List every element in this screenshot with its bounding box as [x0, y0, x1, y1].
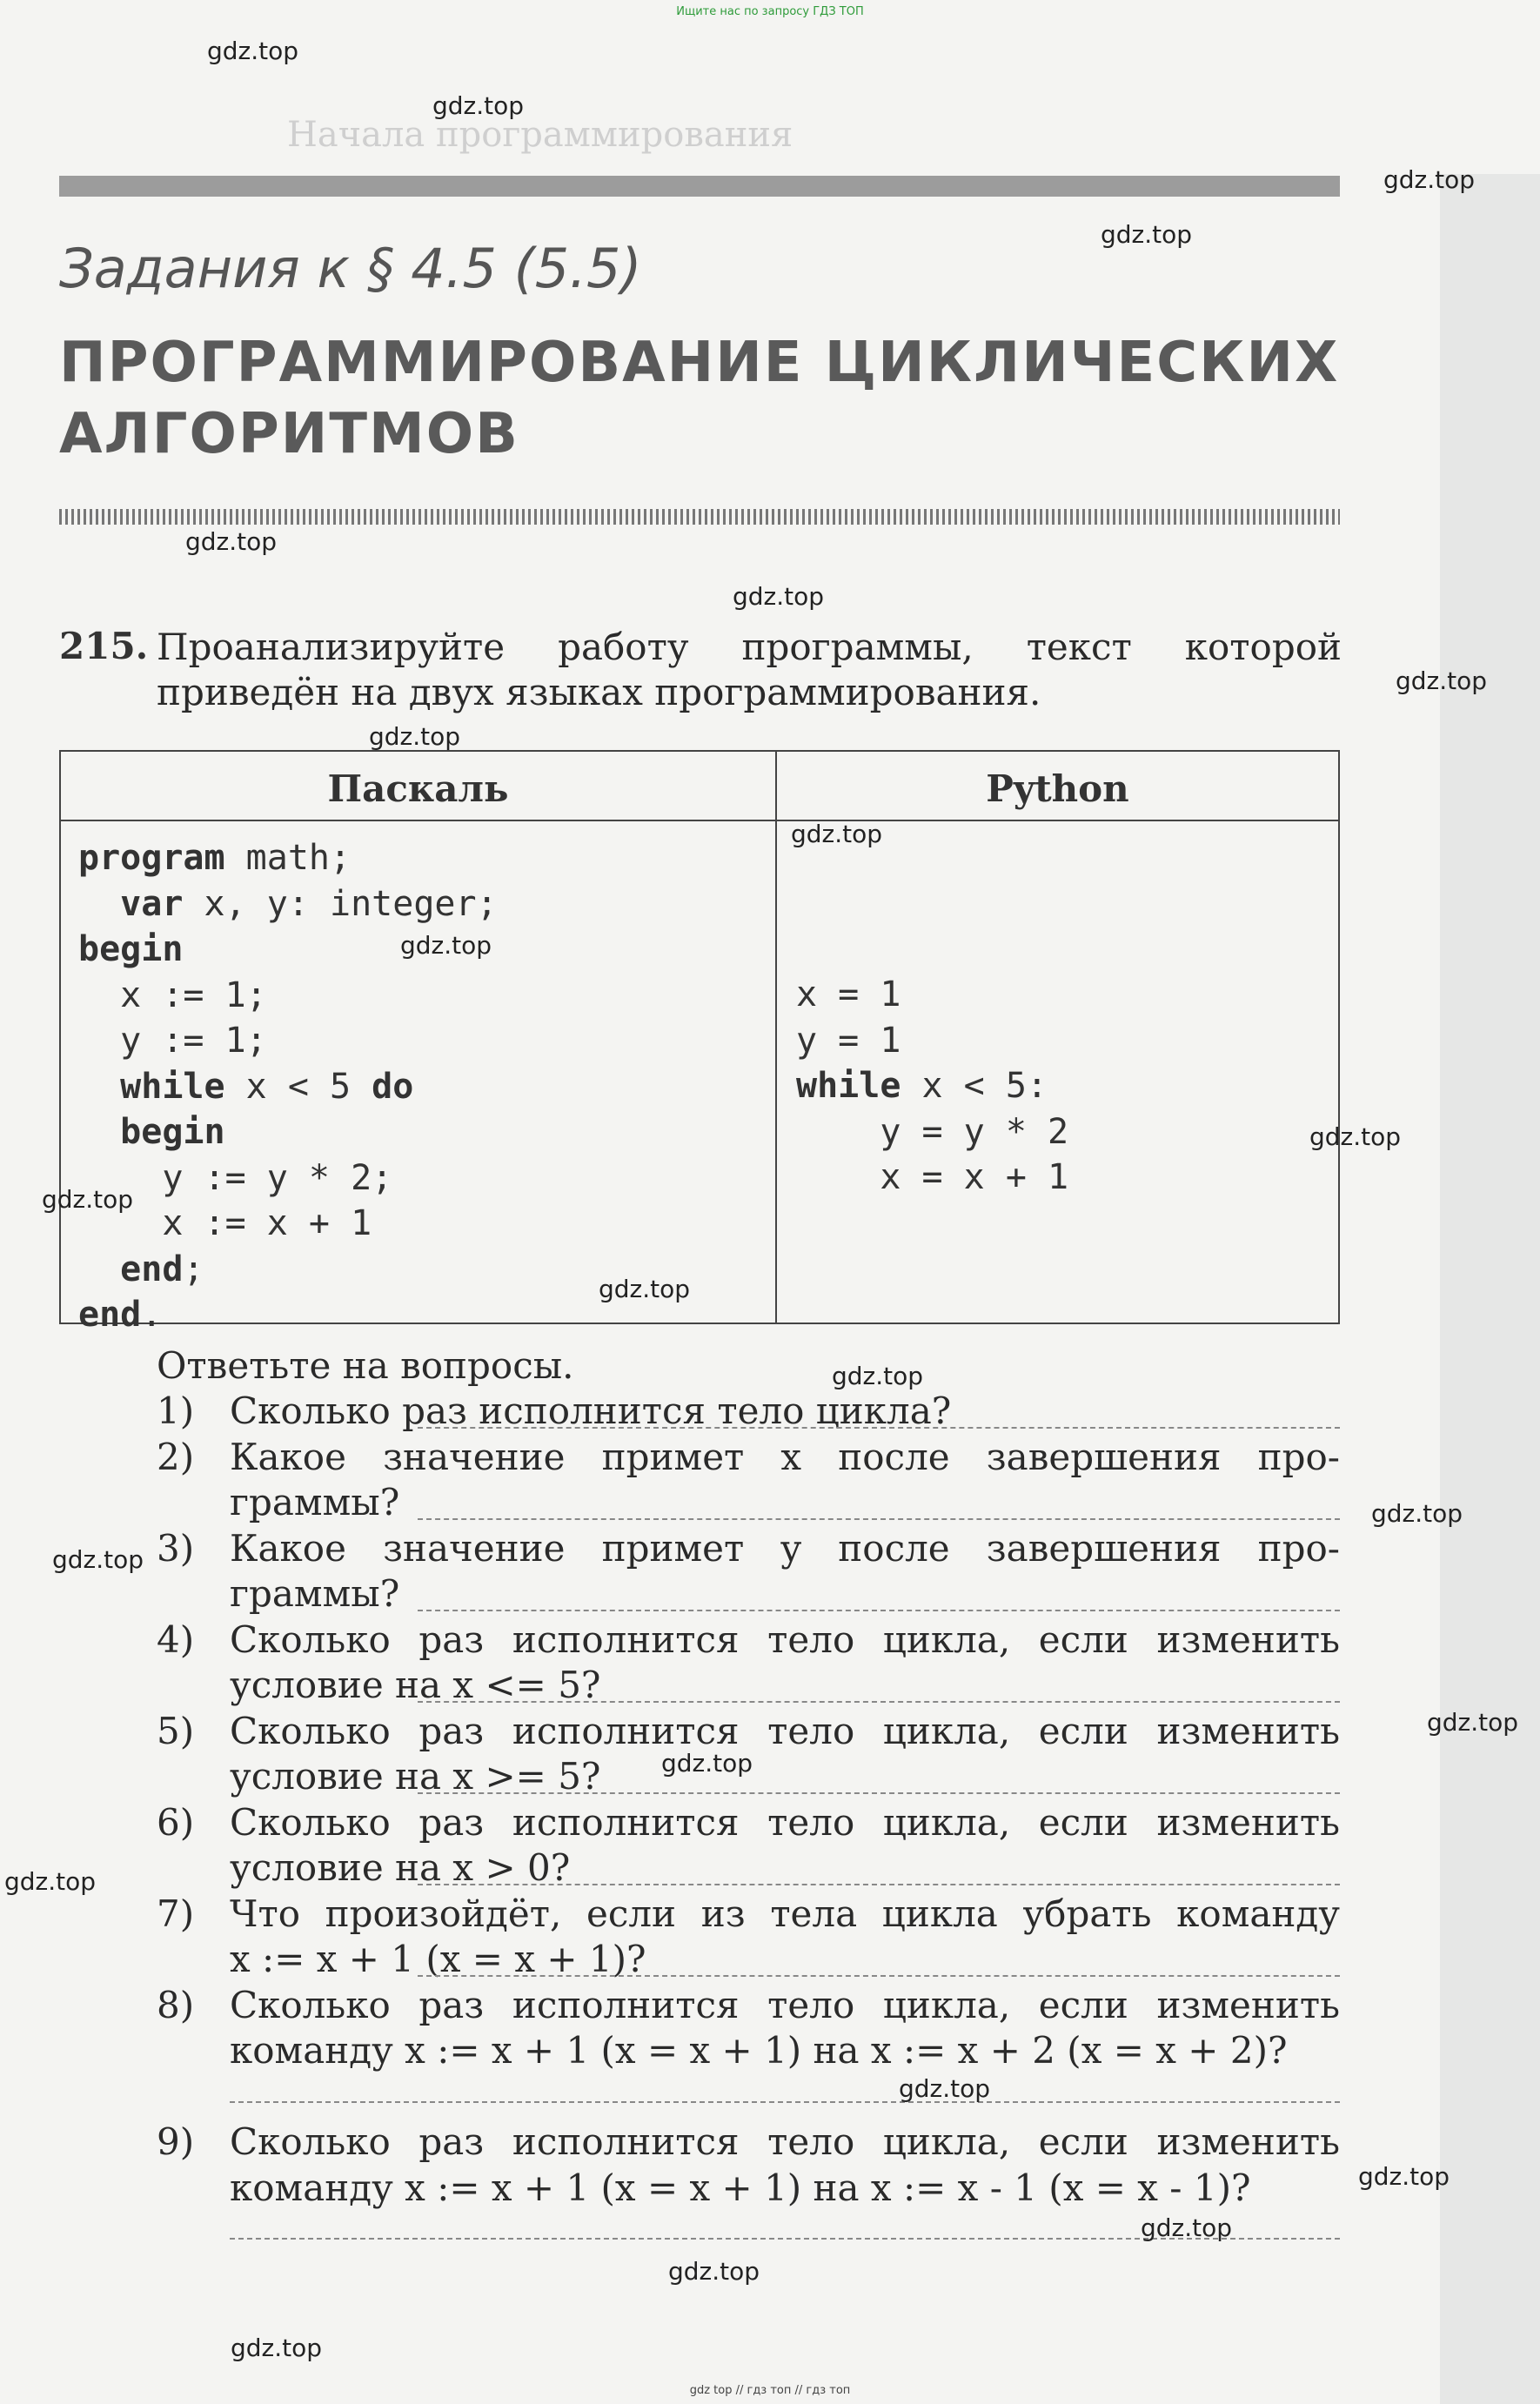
watermark-label: gdz.top	[1371, 1499, 1463, 1528]
watermark-label: gdz.top	[207, 37, 299, 65]
question-number: 5)	[157, 1709, 195, 1752]
pascal-header: Паскаль	[327, 767, 509, 810]
python-line: x = x + 1	[796, 1157, 1069, 1197]
answer-line[interactable]	[230, 2101, 1340, 2103]
watermark-label: gdz.top	[791, 820, 883, 848]
pascal-line: program math;	[78, 838, 352, 878]
watermark-label: gdz.top	[1358, 2162, 1450, 2191]
bleed-through-text: Начала программирования	[287, 115, 793, 155]
question-text: Сколько раз исполнится тело цикла, если изменить	[230, 1709, 1340, 1752]
question-number: 7)	[157, 1892, 195, 1935]
watermark-label: gdz.top	[1101, 220, 1193, 249]
watermark-label: gdz.top	[832, 1362, 924, 1390]
question-text-cont: команду x := x + 1 (x = x + 1) на x := x - 1 (x = x - 1)?	[230, 2166, 1251, 2209]
watermark-label: gdz.top	[42, 1185, 134, 1214]
watermark-label: gdz.top	[231, 2334, 323, 2362]
watermark-label: gdz.top	[4, 1867, 97, 1896]
watermark-label: gdz.top	[599, 1275, 691, 1303]
watermark-label: gdz.top	[1141, 2213, 1233, 2242]
section-subtitle: Задания к § 4.5 (5.5)	[59, 237, 642, 300]
task-number: 215.	[59, 625, 149, 667]
question-number: 4)	[157, 1617, 195, 1661]
watermark-label: gdz.top	[369, 722, 461, 751]
pascal-line: end.	[78, 1295, 163, 1335]
answer-line[interactable]	[418, 1884, 1340, 1885]
page-edge-shadow	[1440, 174, 1540, 2404]
question-text: Сколько раз исполнится тело цикла, если изменить	[230, 1800, 1340, 1844]
watermark-label: gdz.top	[899, 2074, 991, 2103]
table-header-rule	[61, 820, 1338, 821]
question-number: 1)	[157, 1389, 195, 1432]
question-number: 6)	[157, 1800, 195, 1844]
question-number: 2)	[157, 1435, 195, 1478]
answer-line[interactable]	[418, 1701, 1340, 1703]
pascal-line: y := y * 2;	[78, 1157, 393, 1198]
question-number: 3)	[157, 1526, 195, 1570]
hatched-divider	[59, 509, 1340, 525]
python-header: Python	[986, 767, 1129, 810]
watermark-label: gdz.top	[185, 527, 278, 556]
question-text-cont: условие на x > 0?	[230, 1846, 571, 1889]
python-line: y = y * 2	[796, 1111, 1069, 1152]
question-text-cont: команду x := x + 1 (x = x + 1) на x := x + 2 (x = x + 2)?	[230, 2029, 1288, 2072]
header-bar	[59, 176, 1340, 197]
question-text: Сколько раз исполнится тело цикла, если изменить	[230, 1983, 1340, 2026]
question-number: 8)	[157, 1983, 195, 2026]
question-text: Сколько раз исполнится тело цикла?	[230, 1389, 952, 1432]
python-code	[796, 972, 1068, 1201]
question-text-cont: граммы?	[230, 1572, 400, 1615]
question-text: Что произойдёт, если из тела цикла убрать команду	[230, 1892, 1340, 1935]
pascal-line: begin	[120, 1112, 225, 1152]
table-divider	[775, 752, 777, 1323]
watermark-label: gdz.top	[1427, 1708, 1519, 1737]
questions-intro: Ответьте на вопросы.	[157, 1344, 574, 1387]
bottom-footer-note: gdz top // гдз топ // гдз топ	[689, 2384, 851, 2397]
question-number: 9)	[157, 2120, 195, 2163]
question-text: Какое значение примет y после завершения про-	[230, 1526, 1340, 1570]
pascal-line: x := x + 1	[78, 1203, 372, 1243]
question-text-cont: граммы?	[230, 1481, 400, 1523]
question-text-cont: условие на x <= 5?	[230, 1664, 601, 1706]
answer-line[interactable]	[418, 1427, 1340, 1429]
pascal-line: begin	[78, 929, 184, 969]
python-line: x = 1	[796, 974, 901, 1015]
watermark-label: gdz.top	[661, 1749, 753, 1778]
question-text: Сколько раз исполнится тело цикла, если изменить	[230, 1617, 1340, 1661]
watermark-label: gdz.top	[668, 2257, 760, 2286]
question-text-cont: условие на x >= 5?	[230, 1755, 601, 1798]
watermark-label: gdz.top	[1383, 165, 1476, 194]
section-title-line2: АЛГОРИТМОВ	[59, 402, 519, 466]
answer-line[interactable]	[418, 1518, 1340, 1520]
answer-line[interactable]	[418, 1610, 1340, 1611]
watermark-label: gdz.top	[733, 582, 825, 611]
top-banner-note: Ищите нас по запросу ГДЗ ТОП	[676, 5, 864, 18]
pascal-line: x := 1;	[78, 974, 267, 1015]
pascal-line: var x, y: integer;	[120, 883, 498, 924]
section-title-line1: ПРОГРАММИРОВАНИЕ ЦИКЛИЧЕСКИХ	[59, 331, 1340, 395]
watermark-label: gdz.top	[1396, 666, 1488, 695]
question-text-cont: x := x + 1 (x = x + 1)?	[230, 1938, 646, 1980]
watermark-label: gdz.top	[52, 1545, 144, 1574]
question-text: Сколько раз исполнится тело цикла, если изменить	[230, 2120, 1340, 2163]
python-line: while x < 5:	[796, 1066, 1048, 1106]
code-table	[59, 750, 1340, 1335]
watermark-label: gdz.top	[1309, 1122, 1402, 1151]
task-text: Проанализируйте работу программы, текст которой приведён на двух языках программирования.	[157, 626, 1342, 713]
watermark-label: gdz.top	[400, 931, 492, 960]
watermark-label: gdz.top	[432, 91, 525, 120]
pascal-code	[78, 835, 498, 1338]
question-text: Какое значение примет x после завершения про-	[230, 1435, 1340, 1478]
pascal-line: y := 1;	[78, 1021, 267, 1061]
python-line: y = 1	[796, 1020, 901, 1061]
answer-line[interactable]	[418, 1792, 1340, 1794]
pascal-line: while x < 5 do	[120, 1066, 414, 1107]
pascal-line: end;	[120, 1249, 204, 1289]
answer-line[interactable]	[418, 1975, 1340, 1977]
